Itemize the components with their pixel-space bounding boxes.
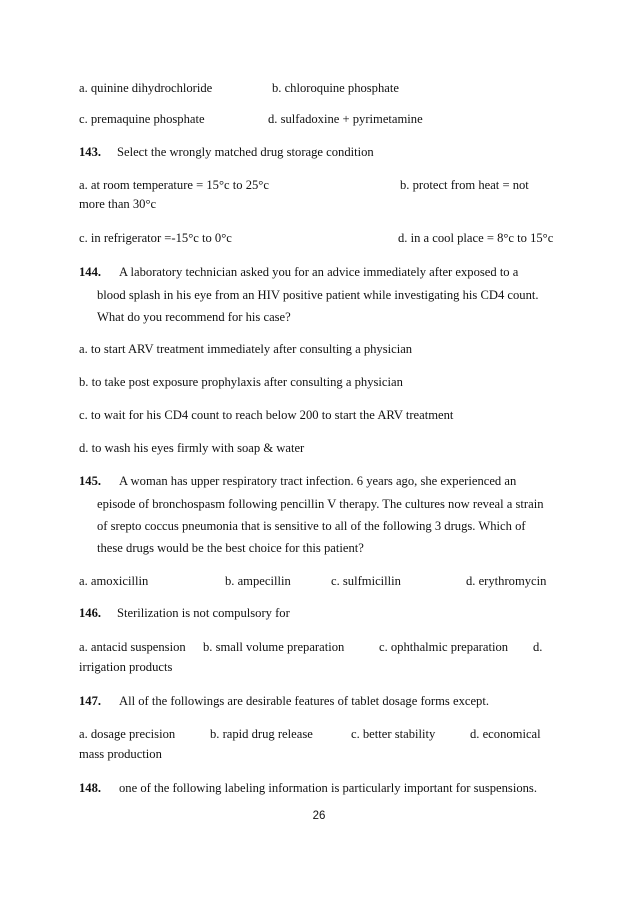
q144-option-c: c. to wait for his CD4 count to reach below 200 to start the ARV treatment — [79, 408, 454, 422]
q146-number: 146. — [79, 606, 102, 620]
q143-option-a: a. at room temperature = 15°c to 25°c — [79, 178, 269, 192]
q144-stem-line: blood splash in his eye from an HIV positive patient while investigating his CD4 count. — [97, 288, 539, 302]
q143-option-b: b. protect from heat = not — [400, 178, 529, 192]
q145-stem-line: A woman has upper respiratory tract infection. 6 years ago, she experienced an — [119, 474, 517, 488]
q146-option-d-cont: irrigation products — [79, 660, 173, 674]
q147-option-d-cont: mass production — [79, 747, 162, 761]
q145-option-d: d. erythromycin — [466, 574, 547, 588]
q145-stem-line: of srepto coccus pneumonia that is sensitive to all of the following 3 drugs. Which of — [97, 519, 526, 533]
q144-option-a: a. to start ARV treatment immediately after consulting a physician — [79, 342, 413, 356]
q145-option-b: b. ampecillin — [225, 574, 291, 588]
q147-option-a: a. dosage precision — [79, 727, 176, 741]
q143-option-d: d. in a cool place = 8°c to 15°c — [398, 231, 554, 245]
q147-number: 147. — [79, 694, 102, 708]
q146-option-c: c. ophthalmic preparation — [379, 640, 509, 654]
q142-option-d: d. sulfadoxine + pyrimetamine — [268, 112, 423, 126]
q147-option-c: c. better stability — [351, 727, 436, 741]
q145-number: 145. — [79, 474, 102, 488]
q148-number: 148. — [79, 781, 102, 795]
q144-stem-line: A laboratory technician asked you for an advice immediately after exposed to a — [119, 265, 519, 279]
q147-stem: All of the followings are desirable features of tablet dosage forms except. — [119, 694, 489, 708]
q148-stem: one of the following labeling information is particularly important for suspensions. — [119, 781, 537, 795]
q145-option-c: c. sulfmicillin — [331, 574, 401, 588]
q143-option-b-cont: more than 30°c — [79, 197, 157, 211]
q144-option-b: b. to take post exposure prophylaxis after consulting a physician — [79, 375, 403, 389]
q142-option-a: a. quinine dihydrochloride — [79, 81, 213, 95]
q143-option-c: c. in refrigerator =-15°c to 0°c — [79, 231, 232, 245]
q146-option-d: d. — [533, 640, 543, 654]
q145-stem-line: episode of bronchospasm following pencillin V therapy. The cultures now reveal a strain — [97, 497, 544, 511]
q145-option-a: a. amoxicillin — [79, 574, 149, 588]
q144-option-d: d. to wash his eyes firmly with soap & water — [79, 441, 305, 455]
q143-stem: Select the wrongly matched drug storage condition — [117, 145, 374, 159]
page-number: 26 — [312, 810, 326, 822]
q146-stem: Sterilization is not compulsory for — [117, 606, 290, 620]
q143-number: 143. — [79, 145, 102, 159]
q147-option-d: d. economical — [470, 727, 541, 741]
q142-option-b: b. chloroquine phosphate — [272, 81, 399, 95]
q144-stem-line: What do you recommend for his case? — [97, 310, 291, 324]
q147-option-b: b. rapid drug release — [210, 727, 313, 741]
q145-stem-line: these drugs would be the best choice for this patient? — [97, 541, 364, 555]
q142-option-c: c. premaquine phosphate — [79, 112, 205, 126]
q144-number: 144. — [79, 265, 102, 279]
q146-option-a: a. antacid suspension — [79, 640, 186, 654]
q146-option-b: b. small volume preparation — [203, 640, 345, 654]
